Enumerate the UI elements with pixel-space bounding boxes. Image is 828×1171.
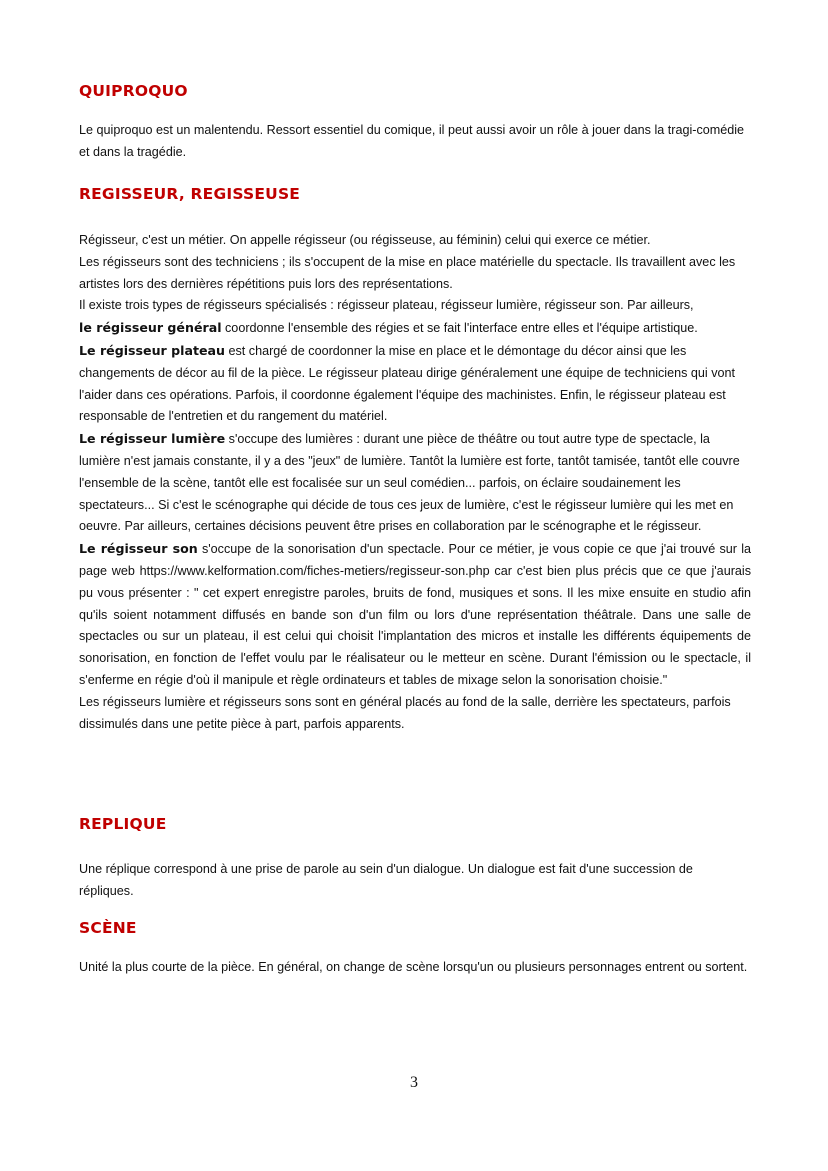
paragraph-regisseur-final: Les régisseurs lumière et régisseurs sons sont en général placés au fond de la salle, derrière les spectateurs, parfois dissimulés dans une petite pièce à part, parfois apparents. (79, 694, 731, 731)
page-number: 3 (410, 1074, 418, 1091)
text-types: Il existe trois types de régisseurs spécialisés : régisseur plateau, régisseur lumière, régisseur son. Par ailleurs, (79, 298, 694, 313)
paragraph-regisseur-types (79, 295, 751, 340)
term-regisseur-son: Le régisseur son (79, 541, 198, 557)
term-regisseur-plateau: Le régisseur plateau (79, 342, 225, 358)
paragraph-scene: Unité la plus courte de la pièce. En général, on change de scène lorsqu'un ou plusieurs personnages entrent ou sortent. (79, 960, 748, 974)
paragraph-quiproquo: Le quiproquo est un malentendu. Ressort essentiel du comique, il peut aussi avoir un rôle à jouer dans la tragi-comédie et dans la tragédie. (79, 123, 745, 159)
section-quiproquo (79, 82, 751, 100)
section-replique-body (79, 859, 751, 903)
heading-quiproquo: QUIPROQUO (79, 82, 188, 100)
section-regisseur (79, 185, 751, 203)
paragraph-regisseur-intro: Régisseur, c'est un métier. On appelle régisseur (ou régisseuse, au féminin) celui qui exerce ce métier. (79, 233, 651, 247)
section-replique (79, 815, 751, 833)
section-scene (79, 919, 751, 937)
heading-replique: REPLIQUE (79, 815, 167, 833)
paragraph-regisseur-lumiere (79, 428, 751, 538)
paragraph-regisseur-son (79, 538, 751, 692)
text-regisseur-son: s'occupe de la sonorisation d'un spectacle. Pour ce métier, je vous copie ce que j'ai trouvé sur la page web https://www.kelformation.com/fiches-metiers/regisseur-son.php car c'est bien plus précis que ce que j'aurais pu vous présenter : " cet expert enregistre paroles, bruits de fond, musiques et sons. Il les mixe ensuite en studio afin qu'ils soient notamment diffusés en bande son d'un film ou lors d'une représentation théâtrale. Dans une salle de spectacles ou sur un plateau, il est celui qui choisit l'implantation des micros et installe les différents équipements de sonorisation, en fonction de l'effet voulu par le réalisateur ou le metteur en scène. Durant l'émission ou le spectacle, il s'enferme en régie d'où il manipule et règle ordinateurs et tables de mixage selon la sonorisation choisie." (79, 542, 752, 687)
heading-scene: SCÈNE (79, 919, 137, 937)
text-regisseur-plateau: est chargé de coordonner la mise en place et le démontage du décor ainsi que les changements de décor au fil de la pièce. Le régisseur plateau dirige généralement une équipe de techniciens qui vont l'aider dans ces opérations. Parfois, il coordonne également l'équipe des machinistes. Enfin, le régisseur plateau est responsable de l'entretien et du rangement du matériel. (79, 343, 736, 424)
section-regisseur-body (79, 230, 751, 735)
section-quiproquo-body (79, 120, 751, 164)
section-scene-body (79, 957, 751, 979)
term-regisseur-lumiere: Le régisseur lumière (79, 431, 226, 447)
term-regisseur-general: le régisseur général (79, 320, 222, 336)
paragraph-regisseur-techniciens: Les régisseurs sont des techniciens ; ils s'occupent de la mise en place matérielle du spectacle. Ils travaillent avec les artistes lors des dernières répétitions puis lors des représentations. (79, 254, 736, 291)
paragraph-regisseur-plateau (79, 340, 751, 428)
text-regisseur-lumiere: s'occupe des lumières : durant une pièce de théâtre ou tout autre type de spectacle, la lumière n'est jamais constante, il y a des "jeux" de lumière. Tantôt la lumière est forte, tantôt tamisée, tantôt elle couvre l'ensemble de la scène, tantôt elle est focalisée sur un seul comédien... parfois, on éclaire soudainement les spectateurs... Si c'est le scénographe qui décide de tous ces jeux de lumière, c'est le régisseur lumière qui les met en oeuvre. Par ailleurs, certaines décisions peuvent être prises en collaboration par le scénographe et le régisseur. (79, 432, 740, 534)
heading-regisseur: REGISSEUR, REGISSEUSE (79, 185, 301, 203)
text-regisseur-general: coordonne l'ensemble des régies et se fait l'interface entre elles et l'équipe artistique. (221, 321, 698, 336)
paragraph-replique: Une réplique correspond à une prise de parole au sein d'un dialogue. Un dialogue est fait d'une succession de répliques. (79, 862, 693, 898)
